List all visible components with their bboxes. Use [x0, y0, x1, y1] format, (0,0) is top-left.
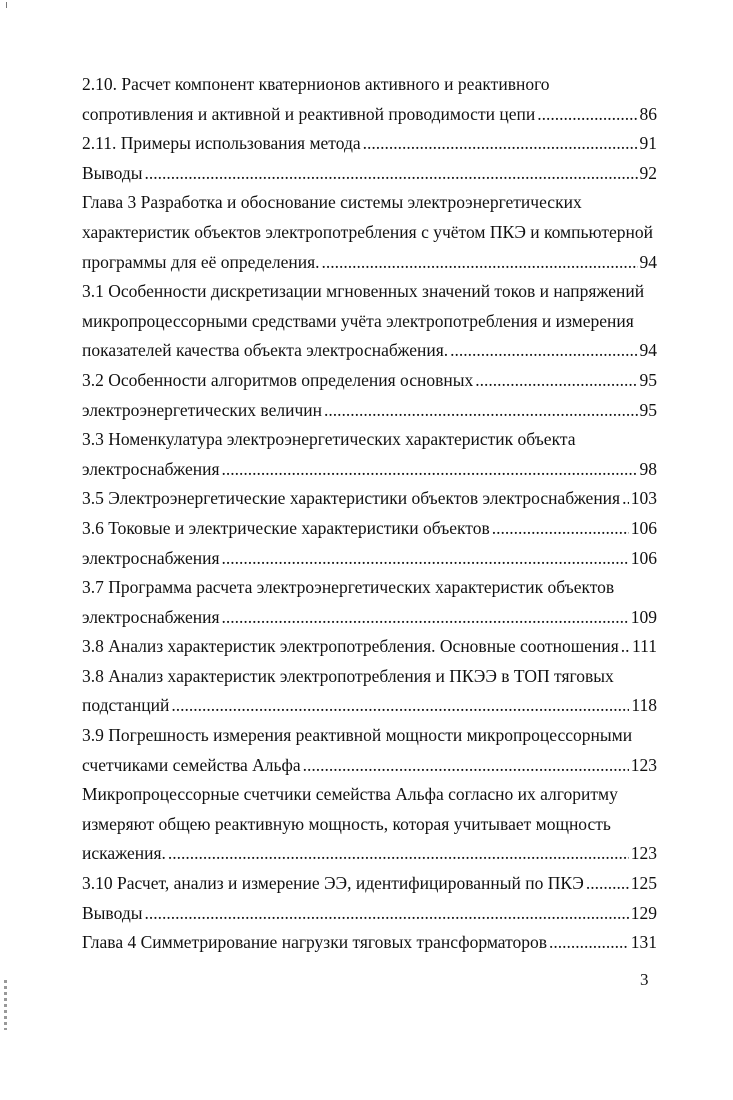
toc-entry-line: [82, 248, 657, 278]
toc-entry-title: показателей качества объекта электроснабжения.: [82, 340, 449, 361]
toc-entry: [82, 425, 657, 484]
toc-entry: [82, 159, 657, 189]
toc-entry-title: 3.8 Анализ характеристик электропотребления. Основные соотношения: [82, 636, 619, 657]
toc-entry-title: сопротивления и активной и реактивной проводимости цепи: [82, 103, 536, 124]
toc-entry-title: искажения.: [82, 843, 166, 864]
toc-entry-title: подстанций: [82, 695, 170, 716]
toc-entry-line: [82, 100, 657, 130]
toc-entry-title: электроснабжения: [82, 606, 220, 627]
toc-entry-line: Глава 3 Разработка и обоснование системы электроэнергетических: [82, 192, 582, 213]
toc-dot-leader: [622, 484, 629, 514]
toc-entry-page: 109: [630, 606, 657, 627]
toc-entry-line: [82, 899, 657, 929]
toc-entry-page: 94: [639, 251, 657, 272]
toc-entry-page: 103: [630, 488, 657, 509]
toc-entry-page: 92: [639, 162, 657, 183]
scan-artifact-tick: [6, 2, 7, 8]
toc-entry: [82, 366, 657, 396]
toc-entry-line: [82, 691, 657, 721]
toc-entry-line: [82, 603, 657, 633]
toc-entry-line: [82, 839, 657, 869]
toc-entry-page: 91: [639, 133, 657, 154]
toc-entry-title: 3.5 Электроэнергетические характеристики объектов электроснабжения: [82, 488, 621, 509]
toc-entry-line: [82, 366, 657, 396]
toc-entry-page: 95: [639, 399, 657, 420]
page-number: 3: [640, 970, 649, 989]
toc-dot-leader: [303, 751, 629, 781]
toc-entry: [82, 869, 657, 899]
toc-dot-leader: [171, 691, 629, 721]
toc-entry-page: 125: [630, 873, 657, 894]
toc-entry-line: [82, 869, 657, 899]
toc-entry-line: [82, 159, 657, 189]
toc-entry-title: счетчиками семейства Альфа: [82, 754, 301, 775]
toc-entry-title: 3.10 Расчет, анализ и измерение ЭЭ, идентифицированный по ПКЭ: [82, 873, 584, 894]
toc-entry: [82, 632, 657, 662]
toc-entry-line: 2.10. Расчет компонент кватернионов активного и реактивного: [82, 74, 550, 94]
toc-entry-line: характеристик объектов электропотребления с учётом ПКЭ и компьютерной: [82, 221, 653, 242]
toc-entry: [82, 484, 657, 514]
toc-entry-line: [82, 484, 657, 514]
toc-entry-page: 106: [630, 517, 657, 538]
toc-entry-line: Микропроцессорные счетчики семейства Альфа согласно их алгоритму: [82, 784, 618, 805]
toc-entry: [82, 396, 657, 426]
toc-entry-title: 3.2 Особенности алгоритмов определения основных: [82, 369, 474, 390]
toc-dot-leader: [144, 899, 628, 929]
toc-entry-line: 3.9 Погрешность измерения реактивной мощности микропроцессорными: [82, 725, 633, 746]
toc-entry: [82, 573, 657, 632]
table-of-contents: [82, 70, 657, 958]
toc-entry-line: микропроцессорными средствами учёта электропотребления и измерения: [82, 310, 634, 331]
toc-entry: [82, 188, 657, 277]
toc-entry-title: программы для её определения.: [82, 251, 320, 272]
toc-entry: [82, 721, 657, 780]
toc-dot-leader: [450, 336, 637, 366]
toc-entry-title: Выводы: [82, 902, 143, 923]
toc-entry-line: [82, 396, 657, 426]
toc-entry-line: [82, 514, 657, 544]
toc-entry-line: [82, 928, 657, 958]
toc-entry-title: электроснабжения: [82, 458, 220, 479]
toc-entry-line: [82, 129, 657, 159]
toc-dot-leader: [322, 248, 638, 278]
toc-entry-page: 131: [630, 932, 657, 953]
toc-dot-leader: [475, 366, 637, 396]
toc-entry: [82, 129, 657, 159]
toc-dot-leader: [324, 396, 638, 426]
toc-entry-page: 123: [630, 754, 657, 775]
toc-dot-leader: [537, 100, 637, 130]
toc-entry-line: [82, 336, 657, 366]
toc-entry-title: 2.11. Примеры использования метода: [82, 133, 361, 154]
toc-dot-leader: [492, 514, 629, 544]
toc-entry-title: Выводы: [82, 162, 143, 183]
toc-entry-line: [82, 455, 657, 485]
toc-dot-leader: [363, 129, 638, 159]
toc-entry: [82, 514, 657, 544]
toc-entry: [82, 544, 657, 574]
toc-entry-line: [82, 751, 657, 781]
toc-entry-line: 3.8 Анализ характеристик электропотребления и ПКЭЭ в ТОП тяговых: [82, 665, 614, 686]
toc-entry-title: 3.6 Токовые и электрические характеристики объектов: [82, 517, 490, 538]
toc-dot-leader: [144, 159, 637, 189]
toc-dot-leader: [222, 455, 638, 485]
toc-entry: [82, 928, 657, 958]
toc-entry-page: 129: [630, 902, 657, 923]
toc-entry-title: Глава 4 Симметрирование нагрузки тяговых трансформаторов: [82, 932, 548, 953]
toc-entry-page: 123: [630, 843, 657, 864]
scan-artifact-margin-mark: [4, 980, 7, 1030]
toc-entry-line: [82, 632, 657, 662]
toc-entry-line: 3.1 Особенности дискретизации мгновенных значений токов и напряжений: [82, 281, 645, 302]
toc-entry: [82, 662, 657, 721]
toc-entry: [82, 780, 657, 869]
toc-dot-leader: [621, 632, 630, 662]
toc-entry-line: 3.7 Программа расчета электроэнергетических характеристик объектов: [82, 577, 615, 598]
toc-entry: [82, 70, 657, 129]
toc-dot-leader: [586, 869, 629, 899]
toc-dot-leader: [222, 603, 629, 633]
toc-entry-page: 106: [630, 547, 657, 568]
toc-entry-page: 86: [639, 103, 657, 124]
toc-entry: [82, 277, 657, 366]
toc-entry: [82, 899, 657, 929]
toc-dot-leader: [168, 839, 629, 869]
toc-entry-line: измеряют общею реактивную мощность, которая учитывает мощность: [82, 813, 611, 834]
toc-dot-leader: [222, 544, 629, 574]
toc-entry-page: 94: [639, 340, 657, 361]
toc-entry-title: электроснабжения: [82, 547, 220, 568]
toc-dot-leader: [549, 928, 629, 958]
toc-entry-page: 95: [639, 369, 657, 390]
toc-entry-line: 3.3 Номенкулатура электроэнергетических характеристик объекта: [82, 429, 576, 450]
toc-entry-page: 111: [632, 636, 657, 657]
toc-entry-page: 118: [631, 695, 657, 716]
toc-entry-title: электроэнергетических величин: [82, 399, 322, 420]
toc-entry-page: 98: [639, 458, 657, 479]
toc-entry-line: [82, 544, 657, 574]
